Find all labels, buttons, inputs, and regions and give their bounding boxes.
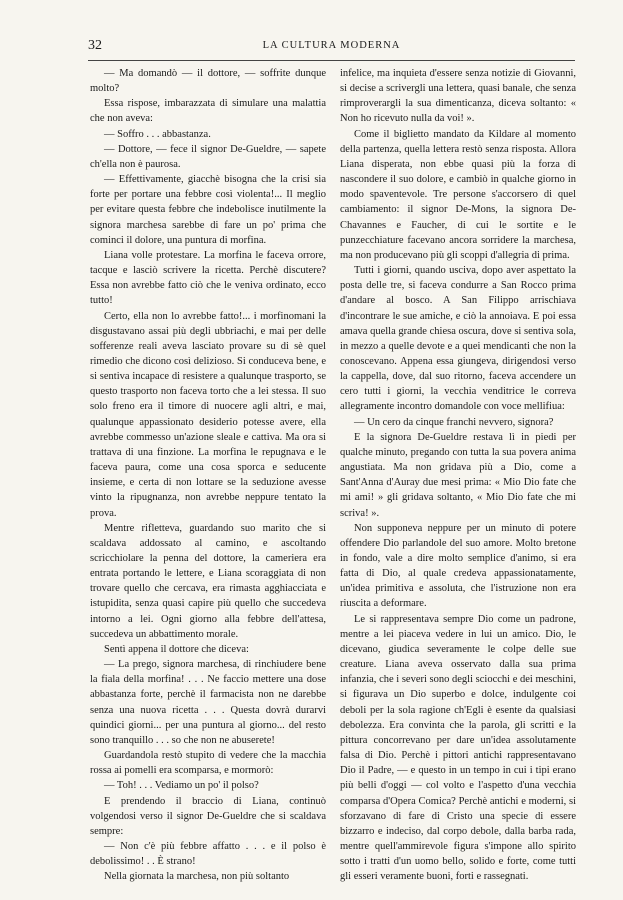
left-column	[90, 66, 326, 884]
paragraph: Mentre rifletteva, guardando suo marito che si scaldava addossato al camino, e ascoltando scricchiolare la penna del dottore, la cameriera era entrata portando le lettere, e Liana scoraggiata di non trovare quello che cercava, era rimasta agghiacciata e istupidita, senza quasi capire più quello che succedeva intorno a lei. Ogni giorno alla febbre dell'attesa, succedeva un abbattimento morale.	[90, 522, 326, 640]
paragraph: E prendendo il braccio di Liana, continuò volgendosi verso il signor De-Gueldre che si scaldava sempre:	[90, 795, 326, 837]
paragraph: Nella giornata la marchesa, non più soltanto	[104, 871, 290, 883]
page-number: 32	[88, 38, 102, 53]
paragraph: Tutti i giorni, quando usciva, dopo aver aspettato la posta delle tre, si faceva condurre a San Rocco prima d'andare al bosco. A San Filippo arrischiava d'incontrare le sue amiche, e ciò la annoiava. E poi essa amava quella grande chiesa oscura, dove si sentiva sola, in mezzo a quelle devote e a quei mendicanti che non la conoscevano. Appena essa giungeva, dirigendosi verso la cappella, dove, dal suo ritorno, faceva accendere un cero tutti i giorni, la vecchia venditrice le correva allegramente incontro domandole con voce mellifiua:	[340, 265, 576, 413]
paragraph: Come il biglietto mandato da Kildare al momento della partenza, quella lettera restò senza risposta. Allora Liana disperata, non ebbe quasi più la forza di nascondere il suo dolore, e cambiò in qualche giorno in modo spaventevole. Tre persone s'accorsero di quel cambiamento: il signor De-Mons, la signora De-Chavannes e Faucher, di cui le sortite e le punzecchiature facevano ancora sorridere la marchesa, ma non producevano più gli scoppi d'allegria di prima.	[340, 128, 576, 261]
paragraph: — Non c'è più febbre affatto . . . e il polso è debolissimo! . . È strano!	[90, 840, 326, 868]
paragraph: Essa rispose, imbarazzata di simulare una malattia che non aveva:	[90, 98, 326, 125]
paragraph: infelice, ma inquieta d'essere senza notizie di Giovanni, si decise a scrivergli una lettera, quasi banale, che senza rimproverargli la sua dimenticanza, diceva soltanto: « Non ho ricevuto nulla da voi! ».	[340, 68, 576, 125]
paragraph: — La prego, signora marchesa, di rinchiudere bene la fiala della morfina! . . . Ne faccio mettere una dose abbastanza forte, perchè il farmacista non ne darebbe senza una nuova ricetta . . . Questa dovrà durarvi quindici giorni... per una puntura al giorno... del resto sono tranquillo . . . so che non ne abuserete!	[90, 659, 326, 746]
header-rule	[88, 60, 575, 61]
paragraph: Certo, ella non lo avrebbe fatto!... i morfinomani la disgustavano assai più degli ubbriachi, e mai per delle sofferenze reali aveva lasciato provare su di sè quel rimedio che dicono così delizioso. Si conduceva bene, e si sentiva incapace di resistere a qualunque trasporto, se questo trasporto non faceva torto che a lei stessa. Il suo solo freno era il timore di nuocere agli altri, e mai, qualunque appassionato desiderio potesse avere, ella avrebbe commesso un'azione sleale e cattiva. Ma ora si trattava di una finzione. La morfina le repugnava e le faceva paura, come una cosa sporca e seducente insieme, e certa di non lottare se la seduzione avesse vinto la ripugnanza, non avrebbe neppure tentato la prova.	[90, 310, 326, 519]
paragraph: — Un cero da cinque franchi nevvero, signora?	[354, 416, 554, 428]
paragraph: — Soffro . . . abbastanza.	[104, 128, 211, 140]
paragraph: — Toh! . . . Vediamo un po' il polso?	[104, 780, 259, 792]
paragraph: E la signora De-Gueldre restava lì in piedi per qualche minuto, pregando con tutta la sua povera anima angustiata. Ma non gridava più a Dio, come a Sant'Anna d'Auray due mesi prima: « Mio Dio fate che mi ami! » gli gridava soltanto, « Mio Dio fate che mi scriva! ».	[340, 431, 576, 519]
paragraph: — Effettivamente, giacchè bisogna che la crisi sia forte per portare una febbre così violenta!... Il meglio per evitare questa febbre che indebolisce inutilmente la signora marchesa sarebbe di fare un po' prima che cominci il dolore, una puntura di morfina.	[90, 174, 326, 246]
paragraph: Liana volle protestare. La morfina le faceva orrore, tacque e lasciò scrivere la ricetta. Perchè discutere? Essa non avrebbe fatto ciò che le veniva ordinato, ecco tutto!	[90, 249, 326, 307]
paragraph: Guardandola restò stupito di vedere che la macchia rossa ai pomelli era scomparsa, e mormorò:	[90, 750, 326, 777]
paragraph: Non supponeva neppure per un minuto di potere offendere Dio parlandole del suo amore. Molto bretone in fondo, vale a dire molto semplice d'animo, si era fatta di Dio, al quale credeva appassionatamente, un'idea primitiva e assoluta, che l'istruzione non era riuscita a deformare.	[340, 522, 576, 610]
right-column	[340, 66, 576, 884]
paragraph: Sentì appena il dottore che diceva:	[104, 643, 249, 655]
paragraph: Le si rappresentava sempre Dio come un padrone, mentre a lei piaceva vedere in lui un amico. Dio, le dicevano, giudica severamente le colpe delle sue creature. Liana aveva osservato dalla sua prima infanzia, che i severi sono degli sciocchi e dei meschini, si figurava un Dio superbo e dolce, indulgente coi deboli per la sola ragione ch'Egli è esente da qualsiasi debolezza. Era convinta che la parola, gli scritti e la pittura concorrevano per dare un'idea assolutamente falsa di Dio. Perchè i pittori antichi rappresentavano Dio il Padre, — e questo in un tempo in cui i tipi erano più belli d'oggi — col volto e l'aspetto d'una vecchia comparsa d'Opera Comica? Perchè antichi e moderni, si sforzavano di fare di Cristo una specie di essere bizzarro e indeciso, dal corpo debole, dalla barba rada, mentre quell'ammirevole figura s'impone allo spirito sotto i tratti d'un uomo bello, solido e forte, come tutti gli esseri veramente buoni, forti e rassegnati.	[340, 613, 576, 883]
page-header	[88, 38, 575, 54]
paragraph: — Ma domandò — il dottore, — soffrite dunque molto?	[90, 68, 326, 95]
running-title: LA CULTURA MODERNA	[262, 40, 401, 51]
paragraph: — Dottore, — fece il signor De-Gueldre, — sapete ch'ella non è paurosa.	[90, 143, 326, 170]
